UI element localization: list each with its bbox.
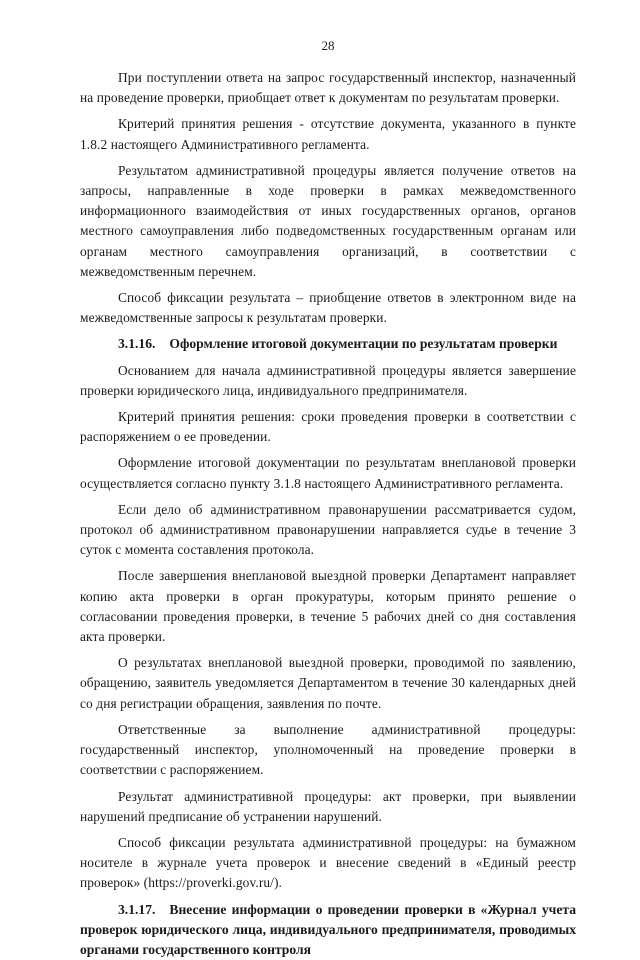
paragraph-procedure-basis: Основанием для начала административной процедуры является завершение проверки юридического лица, индивидуального предпринимателя. — [80, 362, 576, 398]
paragraph-procedure-result: Результатом административной процедуры является получение ответов на запросы, направленные в ходе проверки в рамках межведомственного информационного взаимодействия от иных государственных органов, органов местного самоуправления либо подведомственных государственным органам или органам местного самоуправления организаций, в соответствии с межведомственным перечнем. — [80, 162, 576, 279]
paragraph-result-recording: Способ фиксации результата административной процедуры: на бумажном носителе в журнале учета проверок и внесение сведений в «Единый реестр проверок» (https://proverki.gov.ru/). — [80, 834, 576, 891]
paragraph-final-documentation: Оформление итоговой документации по результатам внеплановой проверки осуществляется согласно пункту 3.1.8 настоящего Административного регламента. — [80, 455, 576, 491]
paragraph-fixation-method: Способ фиксации результата – приобщение ответов в электронном виде на межведомственные запросы к результатам проверки. — [80, 290, 576, 326]
paragraph-decision-criterion: Критерий принятия решения - отсутствие документа, указанного в пункте 1.8.2 настоящего Административного регламента. — [80, 116, 576, 152]
page-number: 28 — [321, 38, 335, 53]
section-number: 3.1.16. — [118, 336, 156, 352]
paragraph-prosecutor-copy: После завершения внеплановой выездной проверки Департамент направляет копию акта проверки в орган прокуратуры, которым принято решение о согласовании проведения проверки, в течение 5 рабочих дней со дня составления акта проверки. — [80, 568, 576, 645]
paragraph-procedure-outcome: Результат административной процедуры: акт проверки, при выявлении нарушений предписание об устранении нарушений. — [80, 788, 576, 824]
paragraph-court-case: Если дело об административном правонарушении рассматривается судом, протокол об административном правонарушении направляется судье в течение 3 суток с момента составления протокола. — [80, 501, 576, 558]
paragraph-response-attached: При поступлении ответа на запрос государственный инспектор, назначенный на проведение проверки, приобщает ответ к документам по результатам проверки. — [80, 70, 576, 106]
paragraph-decision-criterion-deadlines: Критерий принятия решения: сроки проведения проверки в соответствии с распоряжением о ее проведении. — [80, 409, 576, 445]
section-title: Внесение информации о проведении проверки в «Журнал учета проверок юридического лица, индивидуального предпринимателя, проводимых органами государственного контроля — [80, 901, 576, 957]
section-title: Оформление итоговой документации по результатам проверки — [169, 336, 558, 352]
section-heading-3-1-17 — [80, 900, 576, 960]
paragraph-responsible-persons: Ответственные за выполнение административной процедуры: государственный инспектор, уполномоченный на проведение проверки в соответствии с распоряжением. — [80, 721, 576, 778]
section-heading-3-1-16 — [80, 334, 576, 354]
section-number: 3.1.17. — [118, 901, 156, 917]
paragraph-applicant-notification: О результатах внеплановой выездной проверки, проводимой по заявлению, обращению, заявитель уведомляется Департаментом в течение 30 календарных дней со дня регистрации обращения, заявления по почте. — [80, 655, 576, 711]
